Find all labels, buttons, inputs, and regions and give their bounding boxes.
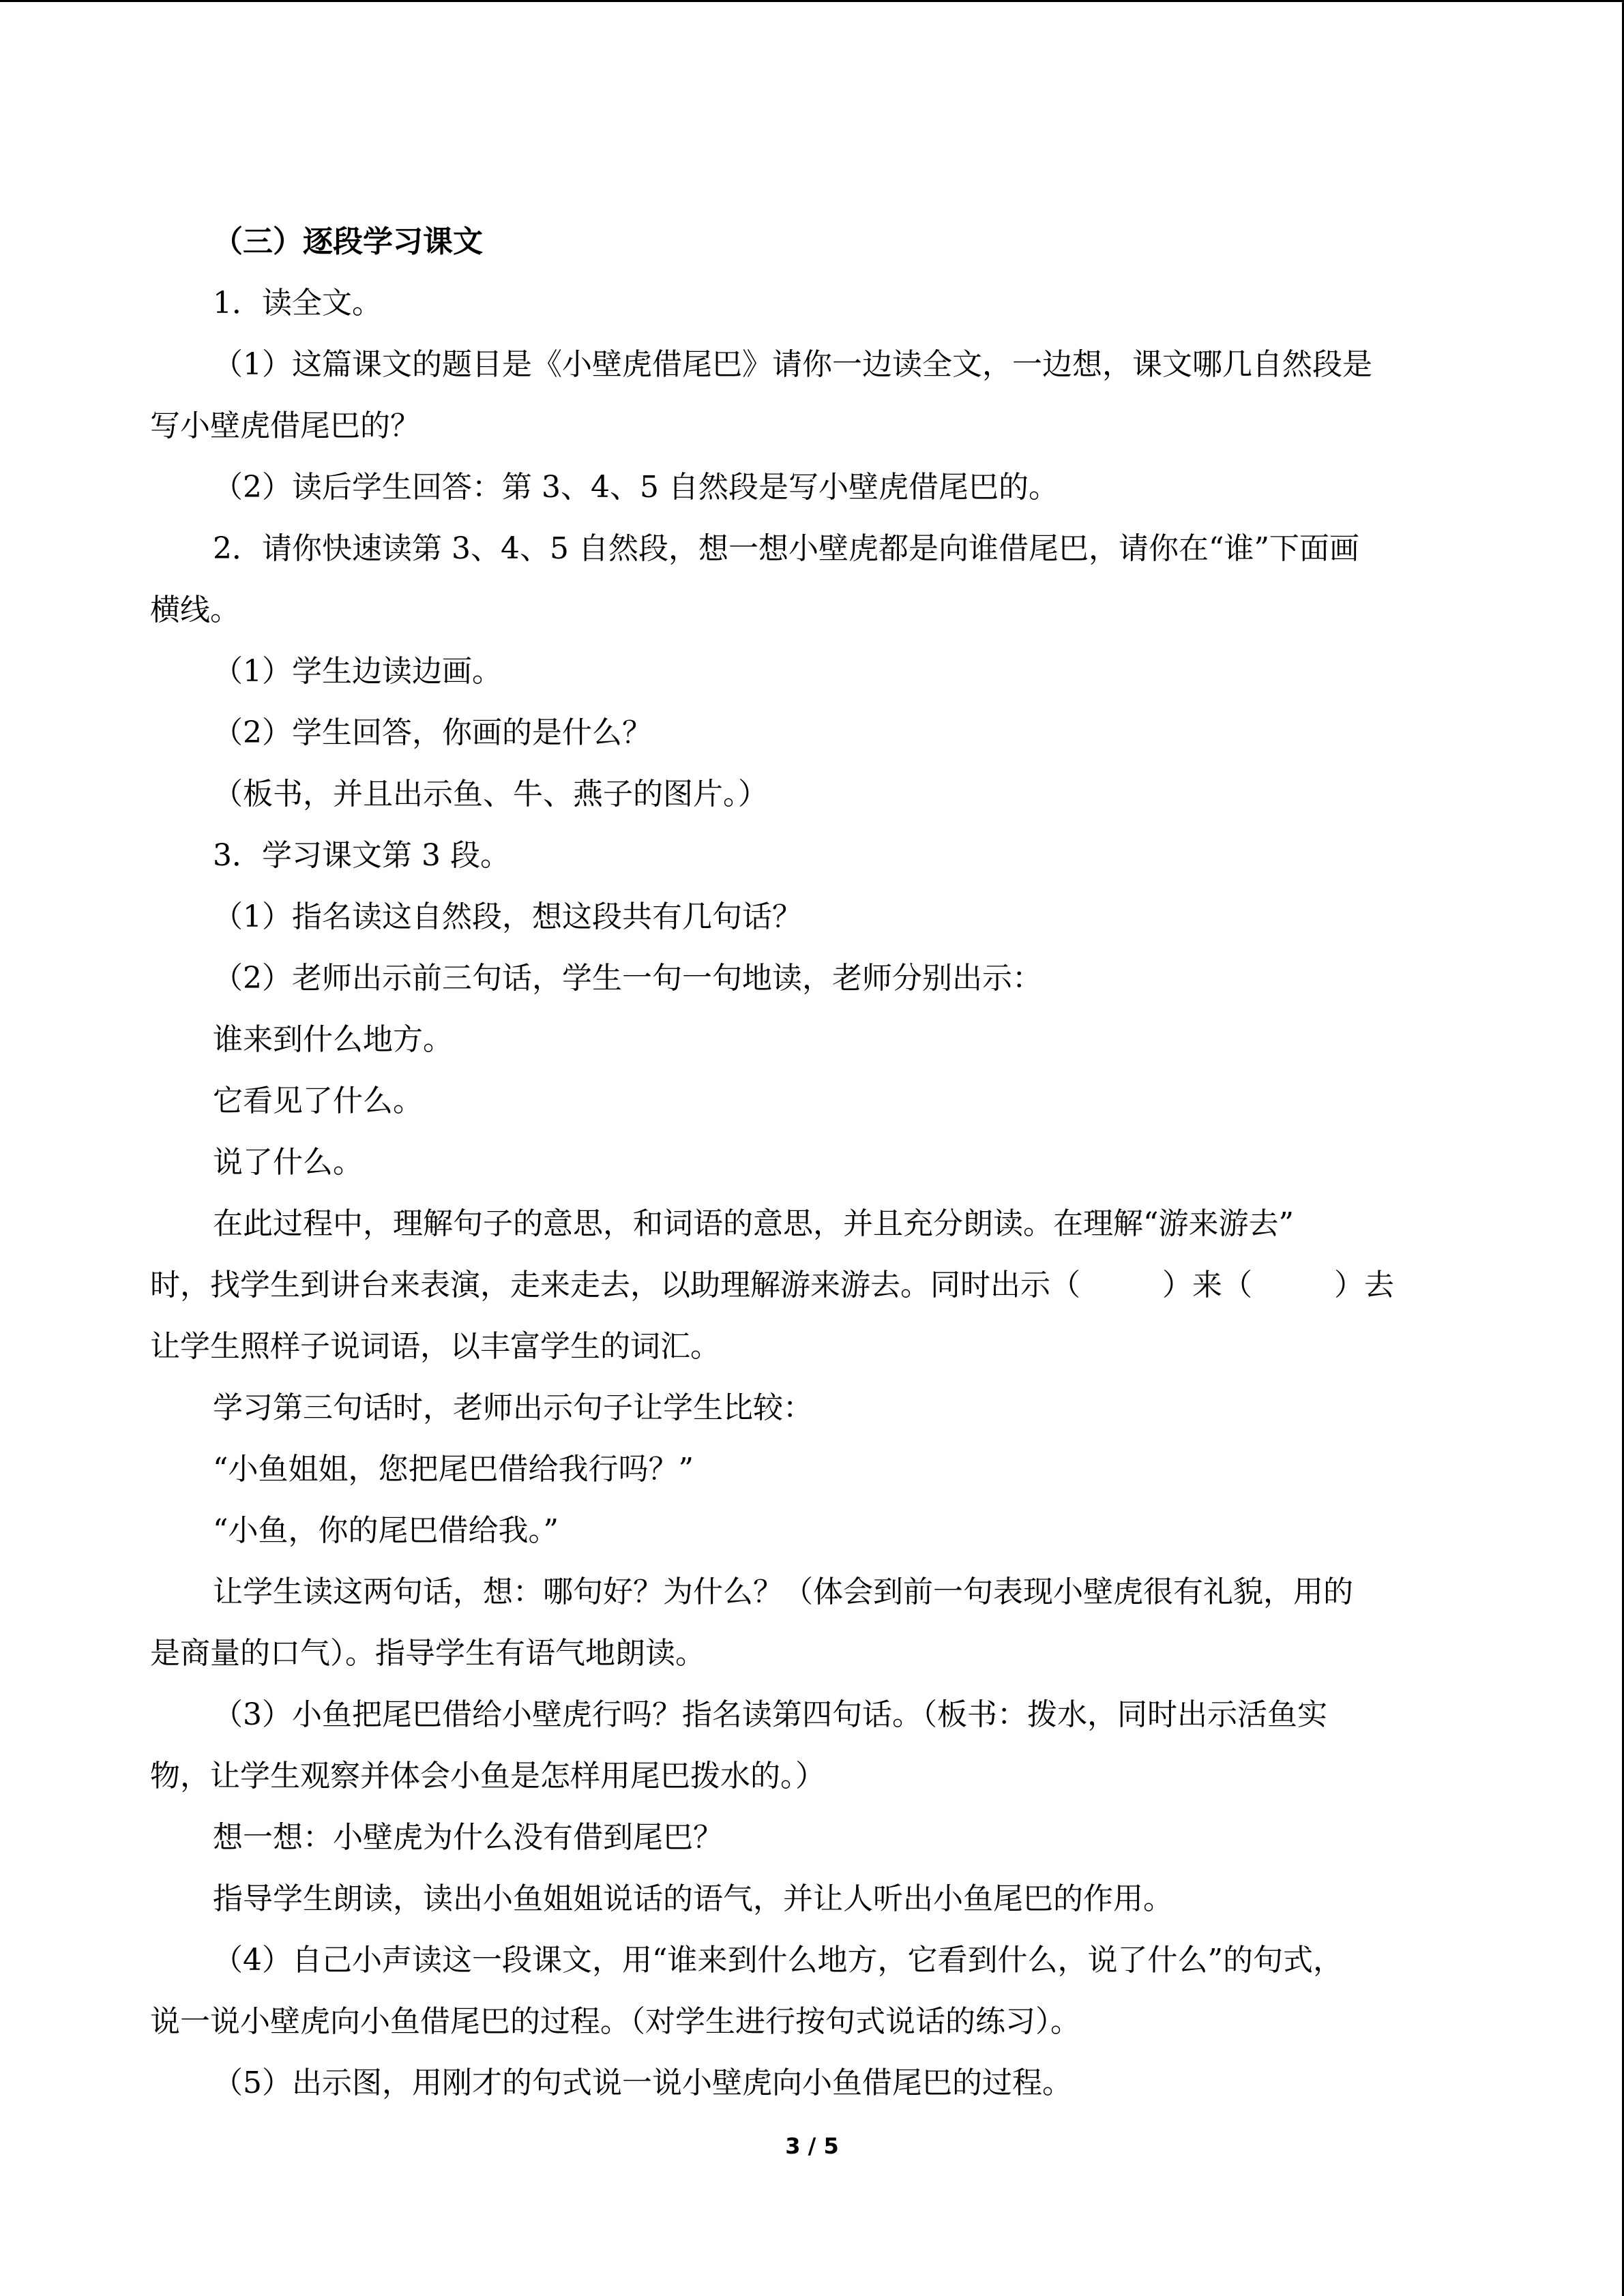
blank-line-part2: ）来（ [1162,1268,1252,1302]
quoted-sentence: “小鱼姐姐，您把尾巴借给我行吗？” [213,1452,694,1487]
paragraph-line: 是商量的口气）。指导学生有语气地朗读。 [150,1636,705,1671]
paragraph-line: （4）自己小声读这一段课文，用“谁来到什么地方，它看到什么，说了什么”的句式， [213,1943,1343,1978]
paragraph-line: 物，让学生观察并体会小鱼是怎样用尾巴拨水的。） [150,1759,825,1793]
paragraph-line: 3．学习课文第 3 段。 [213,838,510,873]
paragraph-line: 想一想：小壁虎为什么没有借到尾巴？ [213,1820,723,1855]
paragraph-line: 谁来到什么地方。 [213,1022,453,1057]
paragraph-line: 横线。 [150,593,240,627]
paragraph-line: 指导学生朗读，读出小鱼姐姐说话的语气，并让人听出小鱼尾巴的作用。 [213,1881,1173,1916]
paragraph-line: 写小壁虎借尾巴的？ [150,408,420,443]
paragraph-line: 学习第三句话时，老师出示句子让学生比较： [213,1390,813,1425]
paragraph-line: （5）出示图，用刚才的句式说一说小壁虎向小鱼借尾巴的过程。 [213,2066,1072,2100]
paragraph-line: 2．请你快速读第 3、4、5 自然段，想一想小壁虎都是向谁借尾巴，请你在“谁”下面画 [213,531,1359,566]
paragraph-line: （1）学生边读边画。 [213,654,502,689]
paragraph-line: （1）指名读这自然段，想这段共有几句话？ [213,899,802,934]
blank-line-part1: 时，找学生到讲台来表演，走来走去，以助理解游来游去。同时出示（ [150,1268,1080,1302]
blank-line-part3: ）去 [1334,1268,1394,1302]
section-heading: （三）逐段学习课文 [213,224,483,259]
document-body [150,211,1477,2114]
paragraph-line: 让学生读这两句话，想：哪句好？为什么？（体会到前一句表现小壁虎很有礼貌，用的 [213,1575,1353,1609]
page-top-border [0,0,1624,2]
page-number: 3 / 5 [785,2133,839,2159]
paragraph-line: 说了什么。 [213,1145,363,1180]
quoted-sentence: “小鱼，你的尾巴借给我。” [213,1513,559,1548]
paragraph-line: 让学生照样子说词语，以丰富学生的词汇。 [150,1329,720,1364]
paragraph-line: （2）读后学生回答：第 3、4、5 自然段是写小壁虎借尾巴的。 [213,470,1059,505]
paragraph-line: 1．读全文。 [213,286,382,320]
paragraph-line: （板书，并且出示鱼、牛、燕子的图片。） [213,777,768,811]
paragraph-line: 在此过程中，理解句子的意思，和词语的意思，并且充分朗读。在理解“游来游去” [213,1206,1294,1241]
paragraph-line: （2）老师出示前三句话，学生一句一句地读，老师分别出示： [213,961,1042,996]
paragraph-line: （2）学生回答，你画的是什么？ [213,715,652,750]
paragraph-line: （3）小鱼把尾巴借给小壁虎行吗？指名读第四句话。（板书：拨水，同时出示活鱼实 [213,1697,1327,1732]
paragraph-line: 它看见了什么。 [213,1084,423,1118]
paragraph-line: （1）这篇课文的题目是《小壁虎借尾巴》请你一边读全文，一边想，课文哪几自然段是 [213,347,1372,382]
paragraph-line-with-blanks [150,1255,1477,1316]
paragraph-line: 说一说小壁虎向小鱼借尾巴的过程。（对学生进行按句式说话的练习）。 [150,2004,1080,2039]
